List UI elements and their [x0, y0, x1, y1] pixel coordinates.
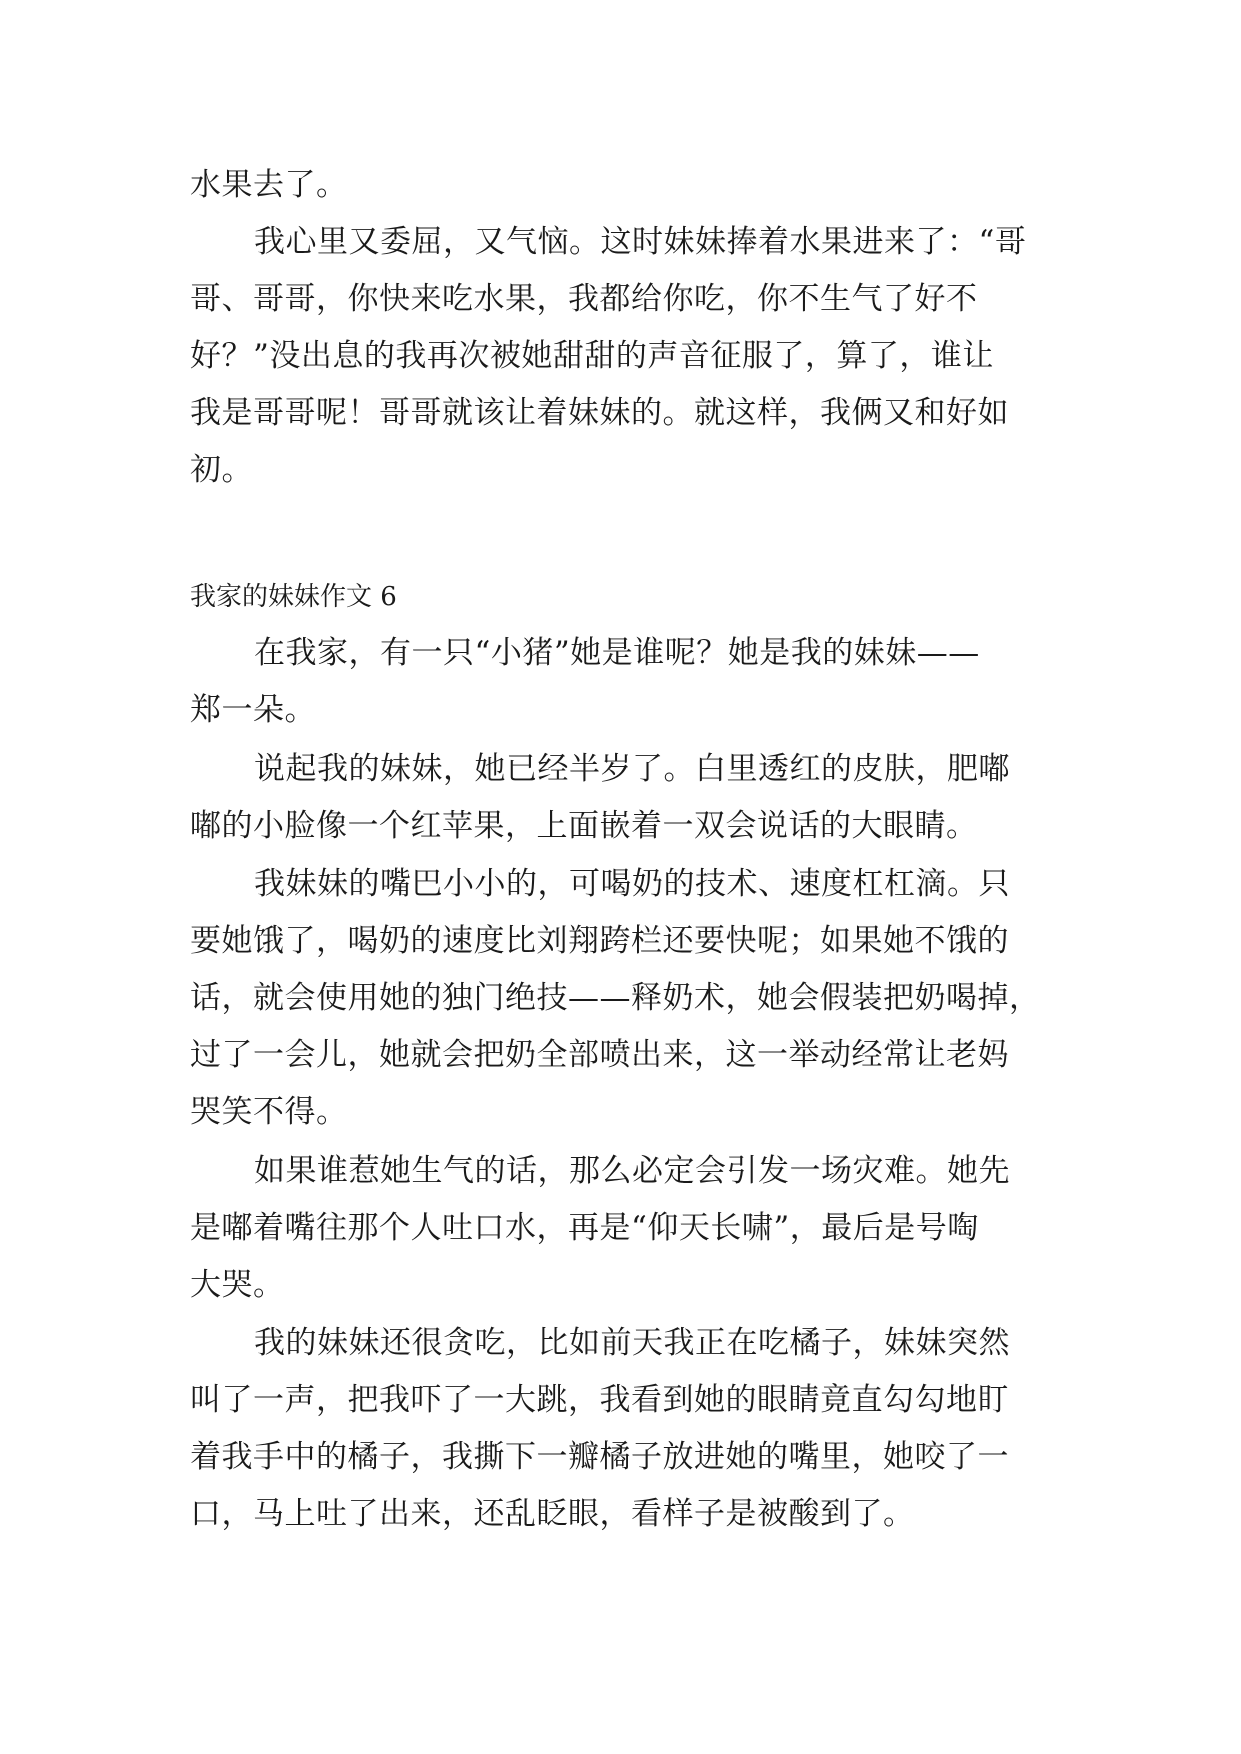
text-line: 过了一会儿，她就会把奶全部喷出来，这一举动经常让老妈 — [190, 1037, 1009, 1073]
essay-title: 我家的妹妹作文 6 — [190, 582, 397, 612]
text-line: 我心里又委屈，又气恼。这时妹妹捧着水果进来了：“哥 — [254, 224, 1027, 260]
text-line: 着我手中的橘子，我撕下一瓣橘子放进她的嘴里，她咬了一 — [190, 1439, 1009, 1475]
text-line: 哥、哥哥，你快来吃水果，我都给你吃，你不生气了好不 — [190, 281, 978, 317]
text-line: 如果谁惹她生气的话，那么必定会引发一场灾难。她先 — [254, 1153, 1010, 1189]
text-line: 郑一朵。 — [190, 692, 316, 728]
text-line: 在我家，有一只“小猪”她是谁呢？她是我的妹妹—— — [254, 635, 980, 671]
text-line: 是嘟着嘴往那个人吐口水，再是“仰天长啸”，最后是号啕 — [190, 1210, 979, 1246]
text-line: 初。 — [190, 452, 253, 488]
text-line: 说起我的妹妹，她已经半岁了。白里透红的皮肤，肥嘟 — [254, 751, 1010, 787]
text-line: 哭笑不得。 — [190, 1094, 348, 1130]
text-line: 话，就会使用她的独门绝技——释奶术，她会假装把奶喝掉， — [190, 980, 1041, 1016]
text-line: 要她饿了，喝奶的速度比刘翔跨栏还要快呢；如果她不饿的 — [190, 923, 1009, 959]
text-line: 好？”没出息的我再次被她甜甜的声音征服了，算了，谁让 — [190, 338, 994, 374]
text-line: 我是哥哥呢！哥哥就该让着妹妹的。就这样，我俩又和好如 — [190, 395, 1009, 431]
text-line: 口，马上吐了出来，还乱眨眼，看样子是被酸到了。 — [190, 1496, 915, 1532]
text-line: 大哭。 — [190, 1267, 285, 1303]
text-line: 我的妹妹还很贪吃，比如前天我正在吃橘子，妹妹突然 — [254, 1325, 1010, 1361]
text-line: 水果去了。 — [190, 167, 348, 203]
text-line: 我妹妹的嘴巴小小的，可喝奶的技术、速度杠杠滴。只 — [254, 866, 1010, 902]
text-line: 叫了一声，把我吓了一大跳，我看到她的眼睛竟直勾勾地盯 — [190, 1382, 1009, 1418]
text-line: 嘟的小脸像一个红苹果，上面嵌着一双会说话的大眼睛。 — [190, 808, 978, 844]
